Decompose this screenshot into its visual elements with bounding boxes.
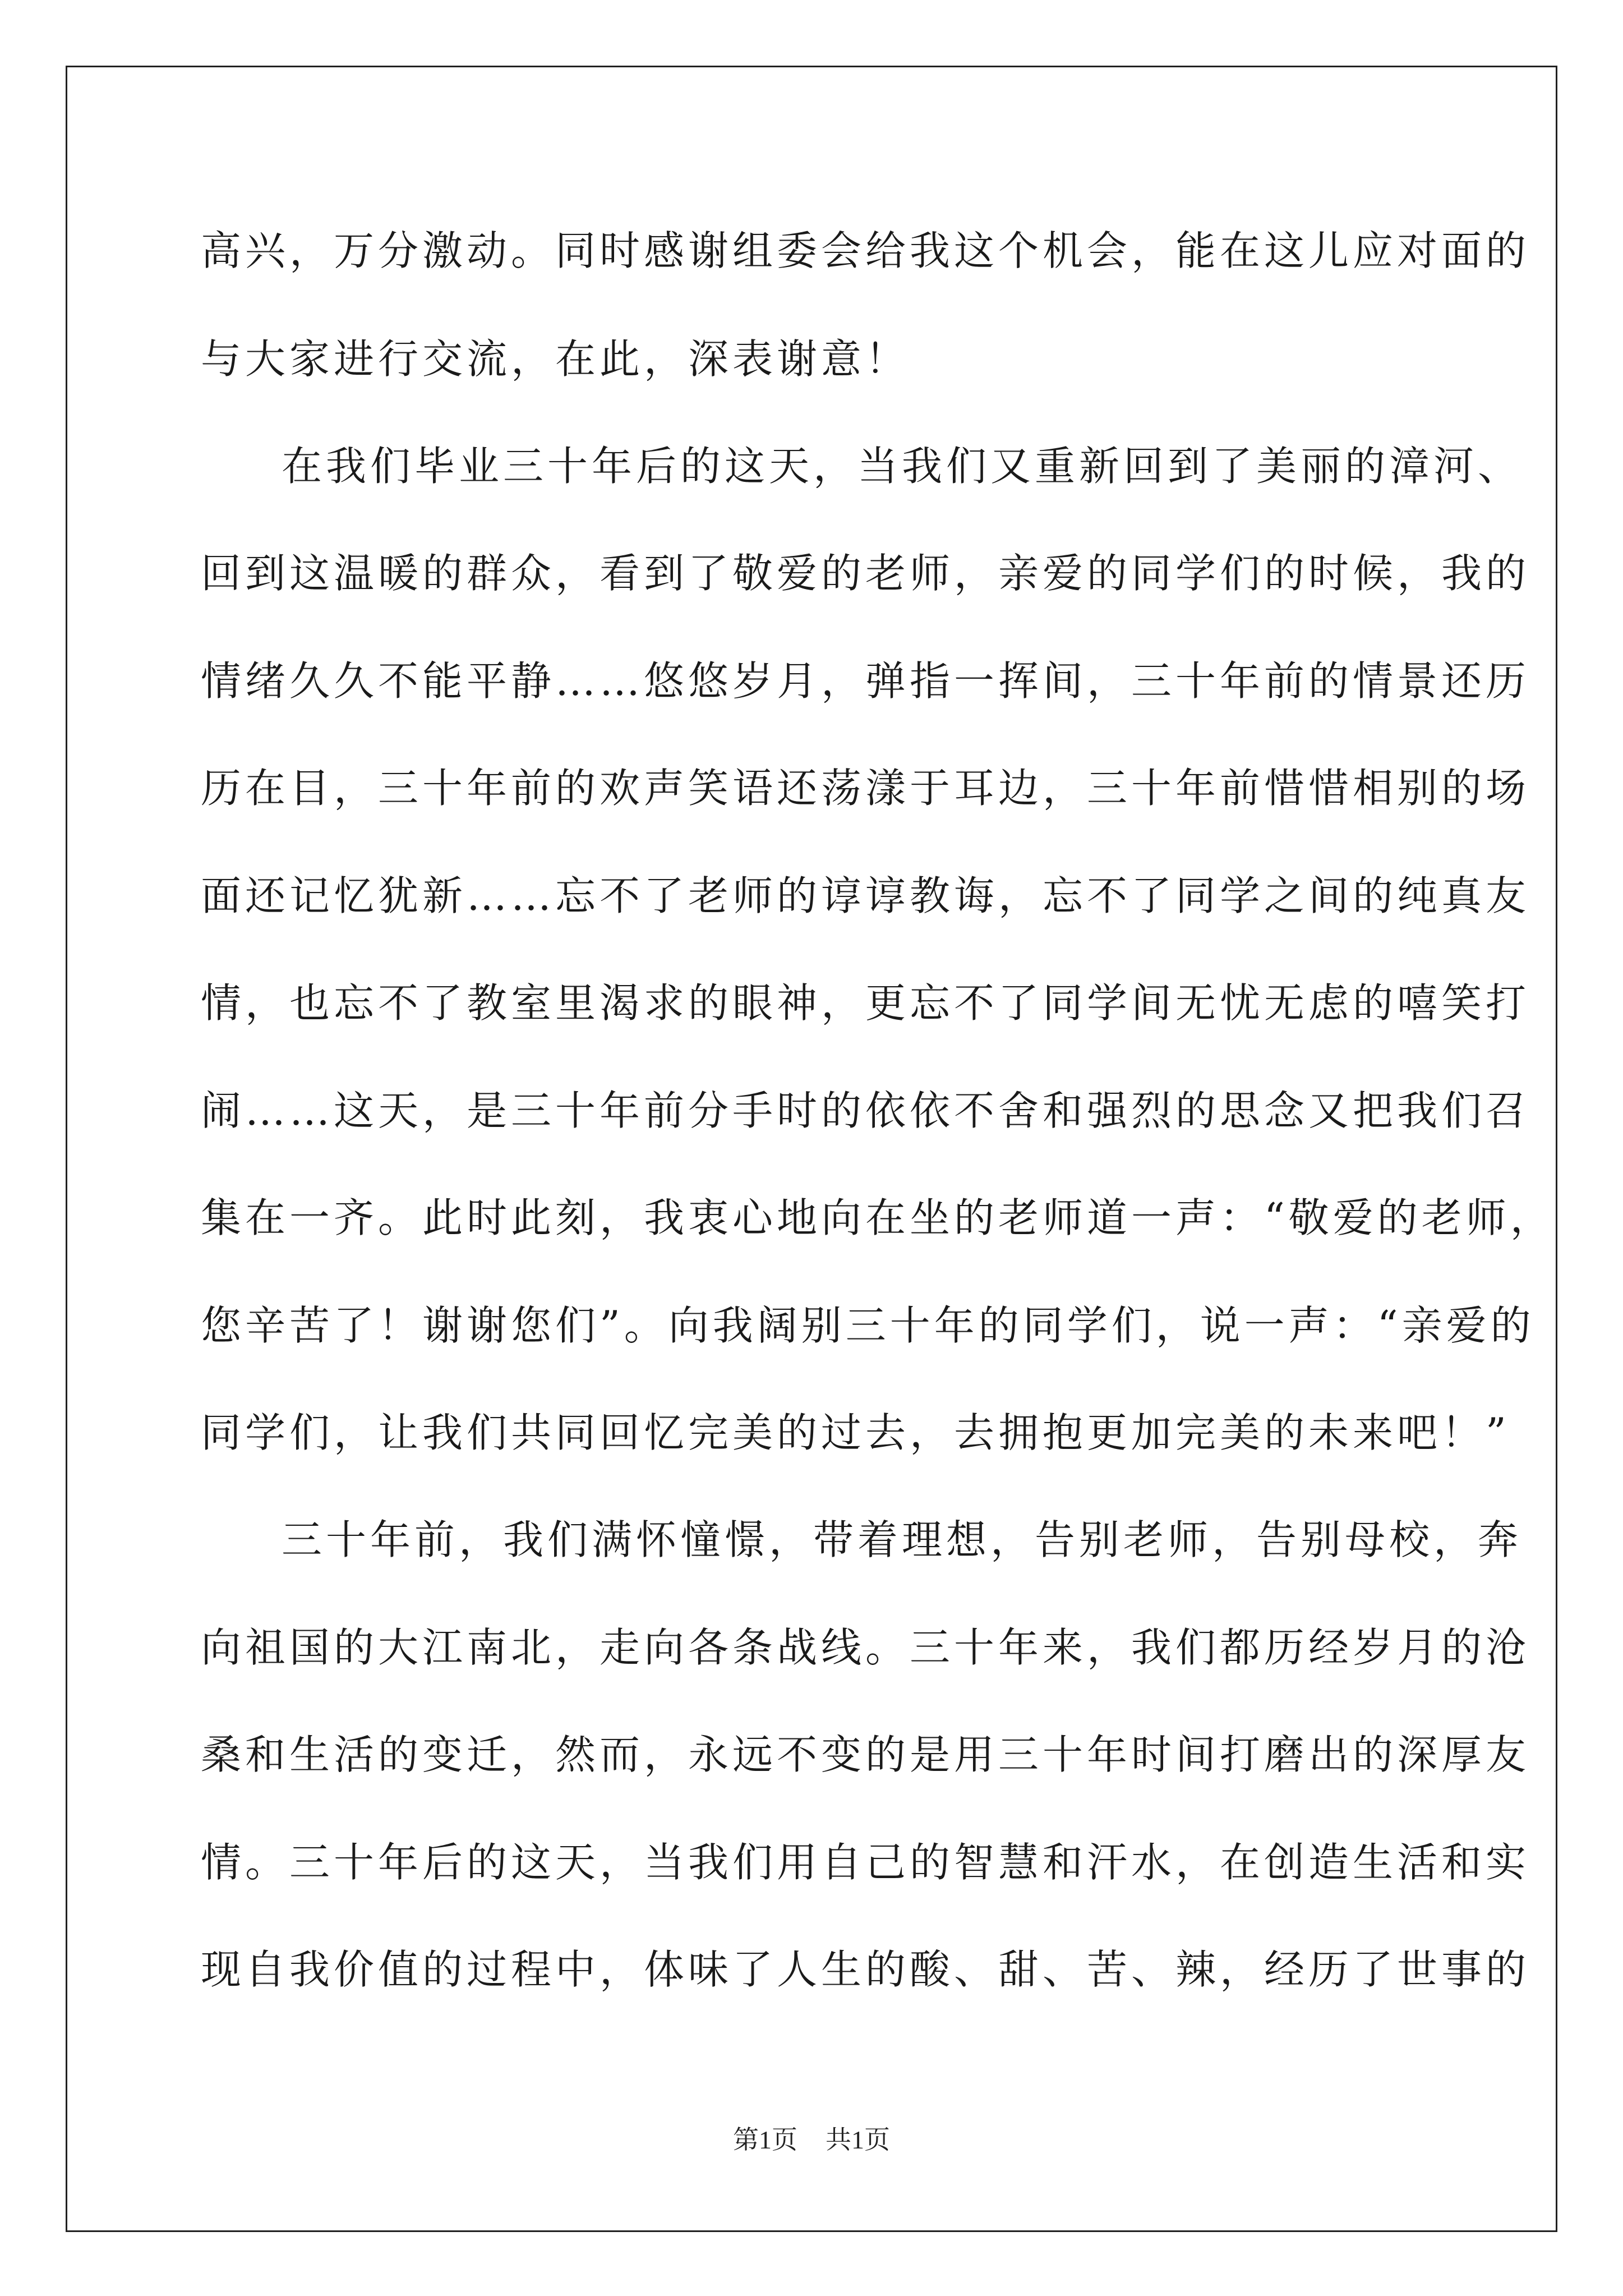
text-line: 桑和生活的变迁，然而，永远不变的是用三十年时间打磨出的深厚友 (201, 1731, 1530, 1778)
text-line: 情绪久久不能平静……悠悠岁月，弹指一挥间，三十年前的情景还历 (201, 657, 1530, 705)
text-line: 三十年前，我们满怀憧憬，带着理想，告别老师，告别母校，奔 (282, 1516, 1523, 1563)
text-line: 闹……这天，是三十年前分手时的依依不舍和强烈的思念又把我们召 (201, 1087, 1530, 1134)
text-line: 高兴，万分激动。同时感谢组委会给我这个机会，能在这儿应对面的 (201, 227, 1530, 274)
text-line: 在我们毕业三十年后的这天，当我们又重新回到了美丽的漳河、 (282, 443, 1523, 490)
text-line: 同学们，让我们共同回忆完美的过去，去拥抱更加完美的未来吧！” (201, 1409, 1510, 1456)
text-line: 您辛苦了！谢谢您们”。向我阔别三十年的同学们，说一声：“亲爱的 (201, 1302, 1535, 1349)
text-line: 情，也忘不了教室里渴求的眼神，更忘不了同学间无忧无虑的嘻笑打 (201, 979, 1530, 1027)
text-line: 情。三十年后的这天，当我们用自己的智慧和汗水，在创造生活和实 (201, 1839, 1530, 1886)
page-count: 共1页 (826, 2125, 890, 2154)
page-footer (0, 2123, 1623, 2157)
text-line: 现自我价值的过程中，体味了人生的酸、甜、苦、辣，经历了世事的 (201, 1946, 1530, 1993)
text-line: 面还记忆犹新……忘不了老师的谆谆教诲，忘不了同学之间的纯真友 (201, 872, 1530, 919)
text-line: 历在目，三十年前的欢声笑语还荡漾于耳边，三十年前惜惜相别的场 (201, 765, 1530, 812)
page-number: 第1页 (733, 2125, 797, 2154)
text-line: 回到这温暖的群众，看到了敬爱的老师，亲爱的同学们的时候，我的 (201, 550, 1530, 597)
text-line: 集在一齐。此时此刻，我衷心地向在坐的老师道一声：“敬爱的老师， (201, 1194, 1555, 1241)
text-line: 与大家进行交流，在此，深表谢意！ (201, 335, 910, 383)
page-border (66, 66, 1557, 2232)
text-line: 向祖国的大江南北，走向各条战线。三十年来，我们都历经岁月的沧 (201, 1624, 1530, 1671)
